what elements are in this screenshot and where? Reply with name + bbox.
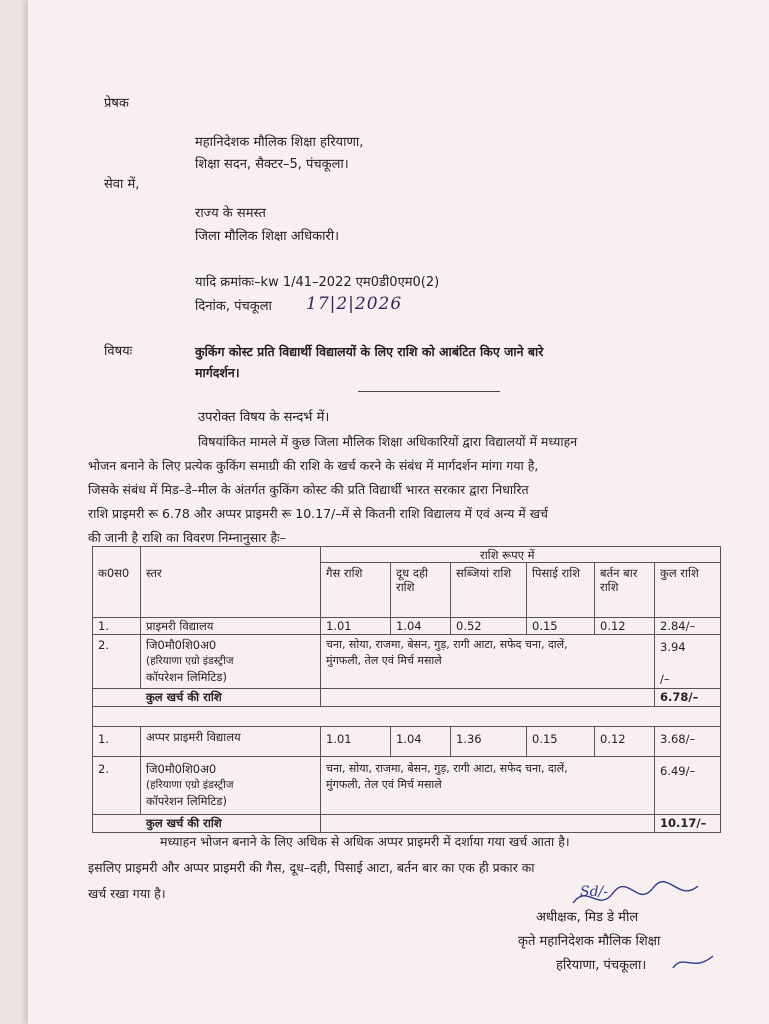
subject-label: विषयः xyxy=(104,344,133,359)
upper-row1-utensil: 0.12 xyxy=(600,732,626,746)
primary-row2-items1: चना, सोया, राजमा, बेसन, गुड़, रागी आटा, सफेद चना, दालें, xyxy=(326,638,568,651)
primary-row1-gas: 1.01 xyxy=(326,619,352,633)
subject-line2: मार्गदर्शन। xyxy=(195,365,240,380)
para-line3: जिसके संबंध में मिड–डे–मील के अंतर्गत कुकिंग कोस्ट की प्रति विद्यार्थी भारत सरकार द्वारा निधारित xyxy=(88,482,529,497)
signature-line2: कृते महानिदेशक मौलिक शिक्षा xyxy=(518,934,661,949)
upper-row1-veg: 1.36 xyxy=(456,732,482,746)
upper-row2-total: 6.49/– xyxy=(660,764,696,778)
primary-row2-level2: (हरियाणा एग्रो इंडस्ट्रीज xyxy=(146,655,234,667)
to-line1: राज्य के समस्त xyxy=(195,206,266,221)
upper-row1-total: 3.68/– xyxy=(660,732,696,746)
primary-row1-utensil: 0.12 xyxy=(600,619,626,633)
sender-line1: महानिदेशक मौलिक शिक्षा हरियाणा, xyxy=(195,135,364,150)
upper-row1-flour: 0.15 xyxy=(532,732,558,746)
reference-line: उपरोक्त विषय के सन्दर्भ में। xyxy=(198,410,330,425)
memo-number: यादि क्रमांकः–kw 1/41–2022 एम0डी0एम0(2) xyxy=(195,275,440,290)
upper-row2-sno: 2. xyxy=(98,762,109,776)
primary-row2-level1: जि0मौ0शि0अ0 xyxy=(146,638,217,652)
subject-line1: कुकिंग कोस्ट प्रति विद्यार्थी विद्यालयों के लिए राशि को आबंटित किए जाने बारे xyxy=(195,344,544,359)
signature-line3: हरियाणा, पंचकूला। xyxy=(556,958,647,973)
upper-row1-level: अप्पर प्राइमरी विद्यालय xyxy=(146,730,241,744)
upper-row2-level2: (हरियाणा एग्रो इंडस्ट्रीज xyxy=(146,779,234,791)
upper-sum-value: 10.17/– xyxy=(660,816,707,830)
para-line5: की जानी है राशि का विवरण निम्नानुसार हैः– xyxy=(88,530,286,545)
header-level: स्तर xyxy=(146,566,162,580)
sender-line2: शिक्षा सदन, सैक्टर–5, पंचकूला। xyxy=(195,157,349,172)
primary-row1-flour: 0.15 xyxy=(532,619,558,633)
primary-row2-total-suffix: /– xyxy=(660,672,670,686)
primary-row2-total: 3.94 xyxy=(660,640,686,654)
header-sno: क0स0 xyxy=(98,566,130,580)
upper-row2-items2: मुंगफली, तेल एवं मिर्च मसाले xyxy=(326,778,442,791)
closing-line1: मध्याहन भोजन बनाने के लिए अधिक से अधिक अप्पर प्राइमरी में दर्शाया गया खर्च आता है। xyxy=(160,834,570,849)
primary-row2-items2: मुंगफली, तेल एवं मिर्च मसाले xyxy=(326,654,442,667)
letter-page xyxy=(28,0,769,1024)
upper-sum-label: कुल खर्च की राशि xyxy=(146,816,222,830)
header-gas: गैस राशि xyxy=(326,566,363,580)
primary-sum-value: 6.78/– xyxy=(660,690,699,704)
primary-row1-total: 2.84/– xyxy=(660,619,696,633)
subject-divider xyxy=(358,391,500,392)
primary-sum-label: कुल खर्च की राशि xyxy=(146,690,222,704)
signature-flourish xyxy=(668,948,718,978)
closing-line3: खर्च रखा गया है। xyxy=(88,886,166,901)
to-line2: जिला मौलिक शिक्षा अधिकारी। xyxy=(195,229,340,244)
header-total: कुल राशि xyxy=(660,566,699,580)
upper-row2-level1: जि0मौ0शि0अ0 xyxy=(146,762,217,776)
upper-row2-items1: चना, सोया, राजमा, बेसन, गुड़, रागी आटा, सफेद चना, दालें, xyxy=(326,762,568,775)
to-label: सेवा में, xyxy=(104,177,140,192)
upper-row1-milk: 1.04 xyxy=(396,732,422,746)
upper-row1-gas: 1.01 xyxy=(326,732,352,746)
primary-row1-sno: 1. xyxy=(98,619,109,633)
header-veg: सब्जियां राशि xyxy=(456,566,512,580)
upper-row1-sno: 1. xyxy=(98,732,109,746)
para-line2: भोजन बनाने के लिए प्रत्येक कुकिंग समाग्री की राशि के खर्च करने के संबंध में मार्गदर्शन मांगा गया है, xyxy=(88,458,539,473)
signature-initials: Sd/- xyxy=(580,884,608,900)
handwritten-date: 17|2|2026 xyxy=(306,294,403,314)
primary-row2-level3: कॉपरेशन लिमिटिड) xyxy=(146,670,227,684)
header-flour: पिसाई राशि xyxy=(532,566,581,580)
sender-label: प्रेषक xyxy=(104,96,129,111)
primary-row1-milk: 1.04 xyxy=(396,619,422,633)
date-label: दिनांक, पंचकूला xyxy=(195,299,272,314)
closing-line2: इसलिए प्राइमरी और अप्पर प्राइमरी की गैस, दूध–दही, पिसाई आटा, बर्तन बार का एक ही प्रकार का xyxy=(88,860,535,875)
upper-row2-level3: कॉपरेशन लिमिटिड) xyxy=(146,794,227,808)
primary-row2-sno: 2. xyxy=(98,638,109,652)
primary-row1-level: प्राइमरी विद्यालय xyxy=(146,619,214,633)
signature-line1: अधीक्षक, मिड डे मील xyxy=(536,910,639,925)
header-utensil: बर्तन बार राशि xyxy=(600,566,638,594)
para-line4: राशि प्राइमरी रू 6.78 और अप्पर प्राइमरी रू 10.17/–में से कितनी राशि विद्यालय में एवं अन्य में खर्च xyxy=(88,506,548,521)
para-line1: विषयांकित मामले में कुछ जिला मौलिक शिक्षा अधिकारियों द्वारा विद्यालयों में मध्याहन xyxy=(198,434,578,449)
group-header: राशि रूपए में xyxy=(480,548,535,562)
primary-row1-veg: 0.52 xyxy=(456,619,482,633)
header-milk: दूध दही राशि xyxy=(396,566,429,594)
